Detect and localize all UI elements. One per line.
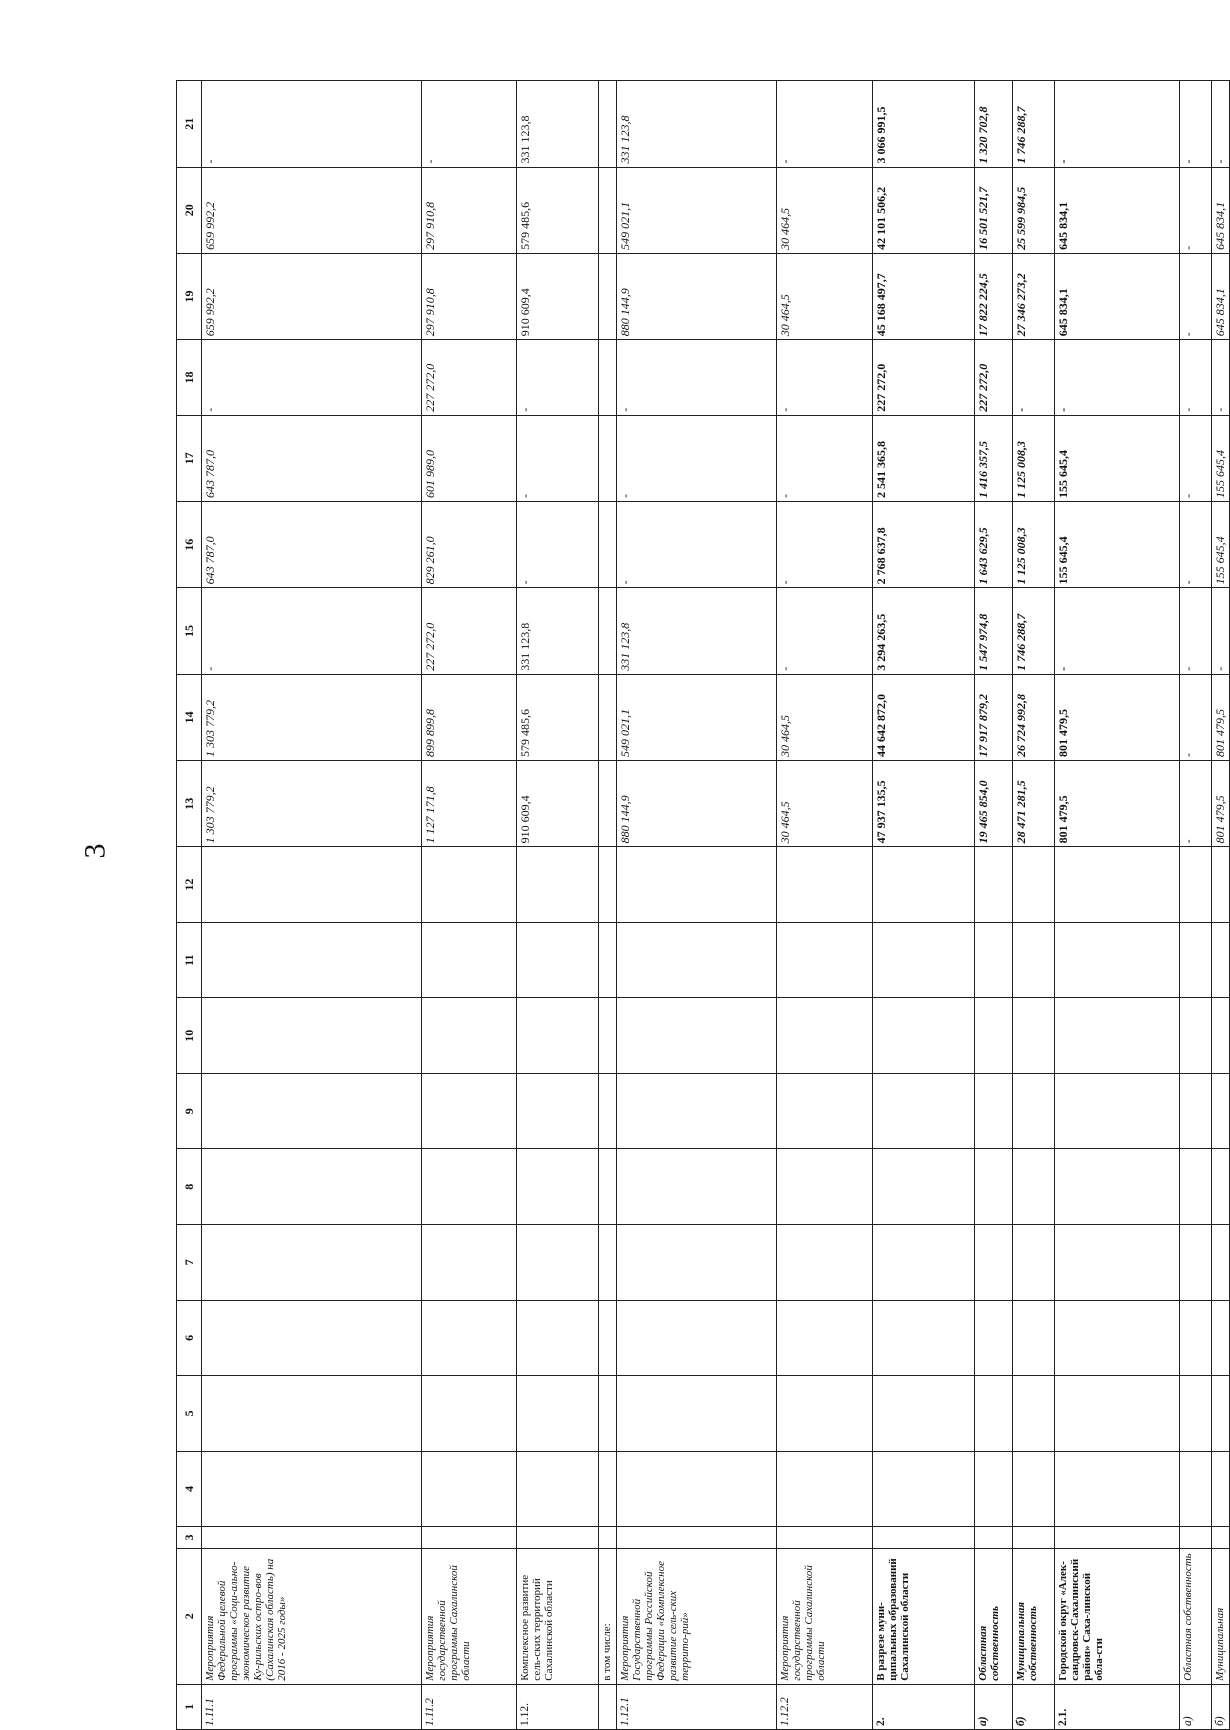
empty-cell [517, 922, 599, 998]
row-number: а) [1180, 1684, 1212, 1729]
value-cell: 25 599 984,5 [1013, 167, 1055, 253]
value-cell [599, 167, 617, 253]
empty-cell [1055, 1527, 1180, 1549]
value-cell: - [517, 502, 599, 588]
column-header: 21 [177, 81, 202, 168]
empty-cell [1013, 998, 1055, 1074]
value-cell: - [1180, 253, 1212, 339]
empty-cell [975, 1451, 1013, 1527]
empty-cell [777, 1376, 873, 1452]
empty-cell [1013, 922, 1055, 998]
empty-cell [617, 1451, 777, 1527]
table-row [202, 81, 422, 1730]
column-header: 15 [177, 588, 202, 674]
row-name: В разрезе муни-ципальных образований Сахалинской области [873, 1548, 975, 1684]
empty-cell [1212, 922, 1230, 998]
empty-cell [1013, 847, 1055, 923]
budget-table [176, 80, 1230, 1730]
page-number: 3 [78, 843, 112, 859]
value-cell: 645 834,1 [1212, 253, 1230, 339]
value-cell: 155 645,4 [1212, 415, 1230, 501]
column-header: 8 [177, 1149, 202, 1225]
value-cell: 331 123,8 [617, 81, 777, 168]
value-cell: 331 123,8 [617, 588, 777, 674]
value-cell [599, 502, 617, 588]
empty-cell [422, 1300, 517, 1376]
column-header: 16 [177, 502, 202, 588]
value-cell: 2 541 365,8 [873, 415, 975, 501]
empty-cell [1055, 1451, 1180, 1527]
empty-cell [617, 922, 777, 998]
empty-cell [1212, 1451, 1230, 1527]
empty-cell [975, 1527, 1013, 1549]
empty-cell [422, 1451, 517, 1527]
value-cell: 26 724 992,8 [1013, 674, 1055, 760]
empty-cell [617, 1527, 777, 1549]
row-name: Мероприятия Государственной программы Российской Федерации «Комплексное развитие сель-ских террито-рий» [617, 1548, 777, 1684]
empty-cell [1013, 1527, 1055, 1549]
empty-cell [975, 922, 1013, 998]
value-cell: 643 787,0 [202, 502, 422, 588]
empty-cell [873, 1451, 975, 1527]
table-row [873, 81, 975, 1730]
empty-cell [1013, 1300, 1055, 1376]
empty-cell [975, 998, 1013, 1074]
empty-cell [975, 1149, 1013, 1225]
empty-cell [1212, 1527, 1230, 1549]
empty-cell [1013, 1451, 1055, 1527]
row-name: Муниципальная собственность [1013, 1548, 1055, 1684]
empty-cell [422, 847, 517, 923]
empty-cell [599, 1149, 617, 1225]
row-name: Областная собственность [1180, 1548, 1212, 1684]
value-cell: 1 643 629,5 [975, 502, 1013, 588]
value-cell [599, 588, 617, 674]
empty-cell [1180, 1451, 1212, 1527]
value-cell: 30 464,5 [777, 674, 873, 760]
table-row [1212, 81, 1230, 1730]
row-number: 2.1. [1055, 1684, 1180, 1729]
row-name: Мероприятия государственной программы Сахалинской области [422, 1548, 517, 1684]
value-cell [599, 761, 617, 847]
empty-cell [202, 1300, 422, 1376]
row-name: Городской округ «Алек-сандровск-Сахалинский район» Саха-линской обла-сти [1055, 1548, 1180, 1684]
empty-cell [202, 998, 422, 1074]
empty-cell [202, 922, 422, 998]
empty-cell [873, 922, 975, 998]
empty-cell [617, 1300, 777, 1376]
row-name: Мероприятия Федеральной целевой программы «Соци-ально-экономическое развитие Ку-рильских остро-вов (Сахалинская область) на 2016 - 2025 годы» [202, 1548, 422, 1684]
empty-cell [1180, 1300, 1212, 1376]
row-number [599, 1684, 617, 1729]
value-cell: 549 021,1 [617, 167, 777, 253]
value-cell: 579 485,6 [517, 674, 599, 760]
value-cell: 801 479,5 [1055, 674, 1180, 760]
value-cell: - [517, 415, 599, 501]
empty-cell [617, 1225, 777, 1301]
value-cell: 19 465 854,0 [975, 761, 1013, 847]
value-cell: 643 787,0 [202, 415, 422, 501]
value-cell: 155 645,4 [1055, 415, 1180, 501]
empty-cell [873, 847, 975, 923]
empty-cell [975, 1300, 1013, 1376]
empty-cell [1212, 1300, 1230, 1376]
empty-cell [777, 922, 873, 998]
empty-cell [202, 1376, 422, 1452]
empty-cell [202, 1149, 422, 1225]
table-row [617, 81, 777, 1730]
empty-cell [1055, 1149, 1180, 1225]
column-header: 11 [177, 922, 202, 998]
empty-cell [1013, 1073, 1055, 1149]
empty-cell [517, 1376, 599, 1452]
column-header: 14 [177, 674, 202, 760]
empty-cell [873, 1149, 975, 1225]
row-name: Муниципальная [1212, 1548, 1230, 1684]
empty-cell [1013, 1225, 1055, 1301]
row-number: 1.11.1 [202, 1684, 422, 1729]
value-cell: - [1055, 81, 1180, 168]
empty-cell [202, 1073, 422, 1149]
empty-cell [1180, 1073, 1212, 1149]
value-cell: - [1180, 674, 1212, 760]
value-cell: 17 917 879,2 [975, 674, 1013, 760]
row-number: 1.12.2 [777, 1684, 873, 1729]
empty-cell [777, 1527, 873, 1549]
value-cell: - [777, 502, 873, 588]
value-cell: 645 834,1 [1212, 167, 1230, 253]
empty-cell [1212, 1225, 1230, 1301]
empty-cell [1013, 1149, 1055, 1225]
value-cell: 1 127 171,8 [422, 761, 517, 847]
empty-cell [202, 1451, 422, 1527]
value-cell: - [617, 415, 777, 501]
empty-cell [517, 1225, 599, 1301]
empty-cell [975, 847, 1013, 923]
empty-cell [1212, 1376, 1230, 1452]
value-cell: 801 479,5 [1212, 674, 1230, 760]
value-cell: - [1212, 588, 1230, 674]
empty-cell [777, 1225, 873, 1301]
column-header: 9 [177, 1073, 202, 1149]
row-number: 1.12. [517, 1684, 599, 1729]
value-cell: 549 021,1 [617, 674, 777, 760]
empty-cell [777, 1300, 873, 1376]
empty-cell [202, 1225, 422, 1301]
empty-cell [1055, 1376, 1180, 1452]
table-row [1013, 81, 1055, 1730]
value-cell: 331 123,8 [517, 588, 599, 674]
table-row [599, 81, 617, 1730]
empty-cell [599, 1225, 617, 1301]
column-header: 20 [177, 167, 202, 253]
value-cell: - [617, 502, 777, 588]
value-cell: 880 144,9 [617, 253, 777, 339]
empty-cell [202, 1527, 422, 1549]
empty-cell [599, 1451, 617, 1527]
value-cell: 1 303 779,2 [202, 761, 422, 847]
column-header: 2 [177, 1548, 202, 1684]
row-name: Областная собственность [975, 1548, 1013, 1684]
value-cell: 579 485,6 [517, 167, 599, 253]
value-cell: 1 746 288,7 [1013, 588, 1055, 674]
value-cell: - [617, 340, 777, 416]
empty-cell [617, 1149, 777, 1225]
value-cell: 1 547 974,8 [975, 588, 1013, 674]
empty-cell [975, 1376, 1013, 1452]
empty-cell [422, 922, 517, 998]
empty-cell [1055, 922, 1180, 998]
value-cell: - [1013, 340, 1055, 416]
empty-cell [873, 1225, 975, 1301]
empty-cell [1180, 1376, 1212, 1452]
value-cell: 331 123,8 [517, 81, 599, 168]
column-header: 19 [177, 253, 202, 339]
empty-cell [1180, 1149, 1212, 1225]
value-cell: 1 416 357,5 [975, 415, 1013, 501]
value-cell: 899 899,8 [422, 674, 517, 760]
column-header: 13 [177, 761, 202, 847]
value-cell: 42 101 506,2 [873, 167, 975, 253]
value-cell: 27 346 273,2 [1013, 253, 1055, 339]
value-cell: 801 479,5 [1212, 761, 1230, 847]
empty-cell [777, 1073, 873, 1149]
value-cell: 227 272,0 [422, 588, 517, 674]
value-cell: 645 834,1 [1055, 167, 1180, 253]
value-cell: 801 479,5 [1055, 761, 1180, 847]
value-cell: - [1212, 340, 1230, 416]
empty-cell [777, 1451, 873, 1527]
value-cell: 28 471 281,5 [1013, 761, 1055, 847]
value-cell: 227 272,0 [422, 340, 517, 416]
empty-cell [599, 922, 617, 998]
value-cell: 30 464,5 [777, 253, 873, 339]
empty-cell [599, 1527, 617, 1549]
empty-cell [599, 847, 617, 923]
empty-cell [617, 998, 777, 1074]
value-cell [599, 81, 617, 168]
empty-cell [599, 1300, 617, 1376]
empty-cell [422, 1225, 517, 1301]
table-body [202, 81, 1230, 1730]
value-cell: - [1180, 340, 1212, 416]
empty-cell [617, 1376, 777, 1452]
value-cell: - [1180, 502, 1212, 588]
column-header: 10 [177, 998, 202, 1074]
empty-cell [1055, 998, 1180, 1074]
empty-cell [1180, 1225, 1212, 1301]
value-cell: - [777, 588, 873, 674]
empty-cell [517, 1527, 599, 1549]
value-cell: 1 746 288,7 [1013, 81, 1055, 168]
empty-cell [1180, 922, 1212, 998]
column-header: 6 [177, 1300, 202, 1376]
value-cell: 1 125 008,3 [1013, 415, 1055, 501]
empty-cell [1180, 998, 1212, 1074]
empty-cell [777, 998, 873, 1074]
value-cell: 645 834,1 [1055, 253, 1180, 339]
value-cell: 1 125 008,3 [1013, 502, 1055, 588]
column-header: 5 [177, 1376, 202, 1452]
value-cell: - [777, 340, 873, 416]
table-row [975, 81, 1013, 1730]
row-number: 1.12.1 [617, 1684, 777, 1729]
value-cell: 30 464,5 [777, 761, 873, 847]
empty-cell [873, 998, 975, 1074]
empty-cell [599, 1376, 617, 1452]
empty-cell [1013, 1376, 1055, 1452]
value-cell: - [1212, 81, 1230, 168]
value-cell: - [422, 81, 517, 168]
value-cell: - [1180, 588, 1212, 674]
value-cell: 659 992,2 [202, 167, 422, 253]
empty-cell [777, 847, 873, 923]
empty-cell [1180, 847, 1212, 923]
value-cell: 155 645,4 [1212, 502, 1230, 588]
value-cell: 297 910,8 [422, 253, 517, 339]
value-cell [599, 253, 617, 339]
table-row [517, 81, 599, 1730]
value-cell: 910 609,4 [517, 253, 599, 339]
value-cell: - [1180, 81, 1212, 168]
value-cell [599, 415, 617, 501]
empty-cell [1212, 998, 1230, 1074]
row-number: б) [1013, 1684, 1055, 1729]
value-cell: 1 303 779,2 [202, 674, 422, 760]
row-name: Комплексное развитие сель-ских территорий Сахалинской области [517, 1548, 599, 1684]
value-cell: 1 320 702,8 [975, 81, 1013, 168]
value-cell: 601 989,0 [422, 415, 517, 501]
value-cell: - [202, 340, 422, 416]
empty-cell [422, 1073, 517, 1149]
value-cell: 17 822 224,5 [975, 253, 1013, 339]
value-cell: 3 066 991,5 [873, 81, 975, 168]
empty-cell [517, 998, 599, 1074]
value-cell: 44 642 872,0 [873, 674, 975, 760]
empty-cell [617, 1073, 777, 1149]
table-row [1055, 81, 1180, 1730]
value-cell: 659 992,2 [202, 253, 422, 339]
column-number-row [177, 81, 202, 1730]
value-cell: - [777, 415, 873, 501]
value-cell: 227 272,0 [873, 340, 975, 416]
empty-cell [975, 1225, 1013, 1301]
row-number: а) [975, 1684, 1013, 1729]
empty-cell [1055, 1225, 1180, 1301]
value-cell: 45 168 497,7 [873, 253, 975, 339]
empty-cell [873, 1073, 975, 1149]
empty-cell [517, 1300, 599, 1376]
value-cell: - [1180, 167, 1212, 253]
column-header: 3 [177, 1527, 202, 1549]
row-name: в том числе: [599, 1548, 617, 1684]
empty-cell [777, 1149, 873, 1225]
empty-cell [1055, 1300, 1180, 1376]
value-cell: - [517, 340, 599, 416]
row-number: б) [1212, 1684, 1230, 1729]
value-cell: 2 768 637,8 [873, 502, 975, 588]
column-header: 1 [177, 1684, 202, 1729]
row-number: 2. [873, 1684, 975, 1729]
empty-cell [1055, 1073, 1180, 1149]
value-cell: 227 272,0 [975, 340, 1013, 416]
value-cell: 910 609,4 [517, 761, 599, 847]
empty-cell [422, 998, 517, 1074]
column-header: 17 [177, 415, 202, 501]
value-cell: 829 261,0 [422, 502, 517, 588]
empty-cell [1212, 847, 1230, 923]
value-cell: 3 294 263,5 [873, 588, 975, 674]
value-cell: 47 937 135,5 [873, 761, 975, 847]
value-cell: 155 645,4 [1055, 502, 1180, 588]
value-cell: 30 464,5 [777, 167, 873, 253]
value-cell: 880 144,9 [617, 761, 777, 847]
empty-cell [422, 1527, 517, 1549]
empty-cell [599, 1073, 617, 1149]
column-header: 7 [177, 1225, 202, 1301]
empty-cell [1180, 1527, 1212, 1549]
empty-cell [517, 1451, 599, 1527]
empty-cell [422, 1376, 517, 1452]
empty-cell [1212, 1073, 1230, 1149]
empty-cell [422, 1149, 517, 1225]
empty-cell [202, 847, 422, 923]
empty-cell [599, 998, 617, 1074]
column-header: 4 [177, 1451, 202, 1527]
column-header: 18 [177, 340, 202, 416]
value-cell: - [1180, 761, 1212, 847]
empty-cell [517, 1149, 599, 1225]
value-cell [599, 674, 617, 760]
value-cell: - [1055, 588, 1180, 674]
row-name: Мероприятия государственной программы Сахалинской области [777, 1548, 873, 1684]
value-cell: 297 910,8 [422, 167, 517, 253]
empty-cell [517, 1073, 599, 1149]
empty-cell [517, 847, 599, 923]
table-row [1180, 81, 1212, 1730]
value-cell: - [202, 588, 422, 674]
table-rotator [176, 80, 1227, 1730]
empty-cell [975, 1073, 1013, 1149]
value-cell: - [777, 81, 873, 168]
empty-cell [873, 1527, 975, 1549]
empty-cell [873, 1376, 975, 1452]
value-cell [599, 340, 617, 416]
empty-cell [1055, 847, 1180, 923]
table-row [422, 81, 517, 1730]
empty-cell [873, 1300, 975, 1376]
empty-cell [617, 847, 777, 923]
table-row [777, 81, 873, 1730]
value-cell: - [1055, 340, 1180, 416]
column-header: 12 [177, 847, 202, 923]
value-cell: - [202, 81, 422, 168]
value-cell: - [1180, 415, 1212, 501]
value-cell: 16 501 521,7 [975, 167, 1013, 253]
row-number: 1.11.2 [422, 1684, 517, 1729]
empty-cell [1212, 1149, 1230, 1225]
